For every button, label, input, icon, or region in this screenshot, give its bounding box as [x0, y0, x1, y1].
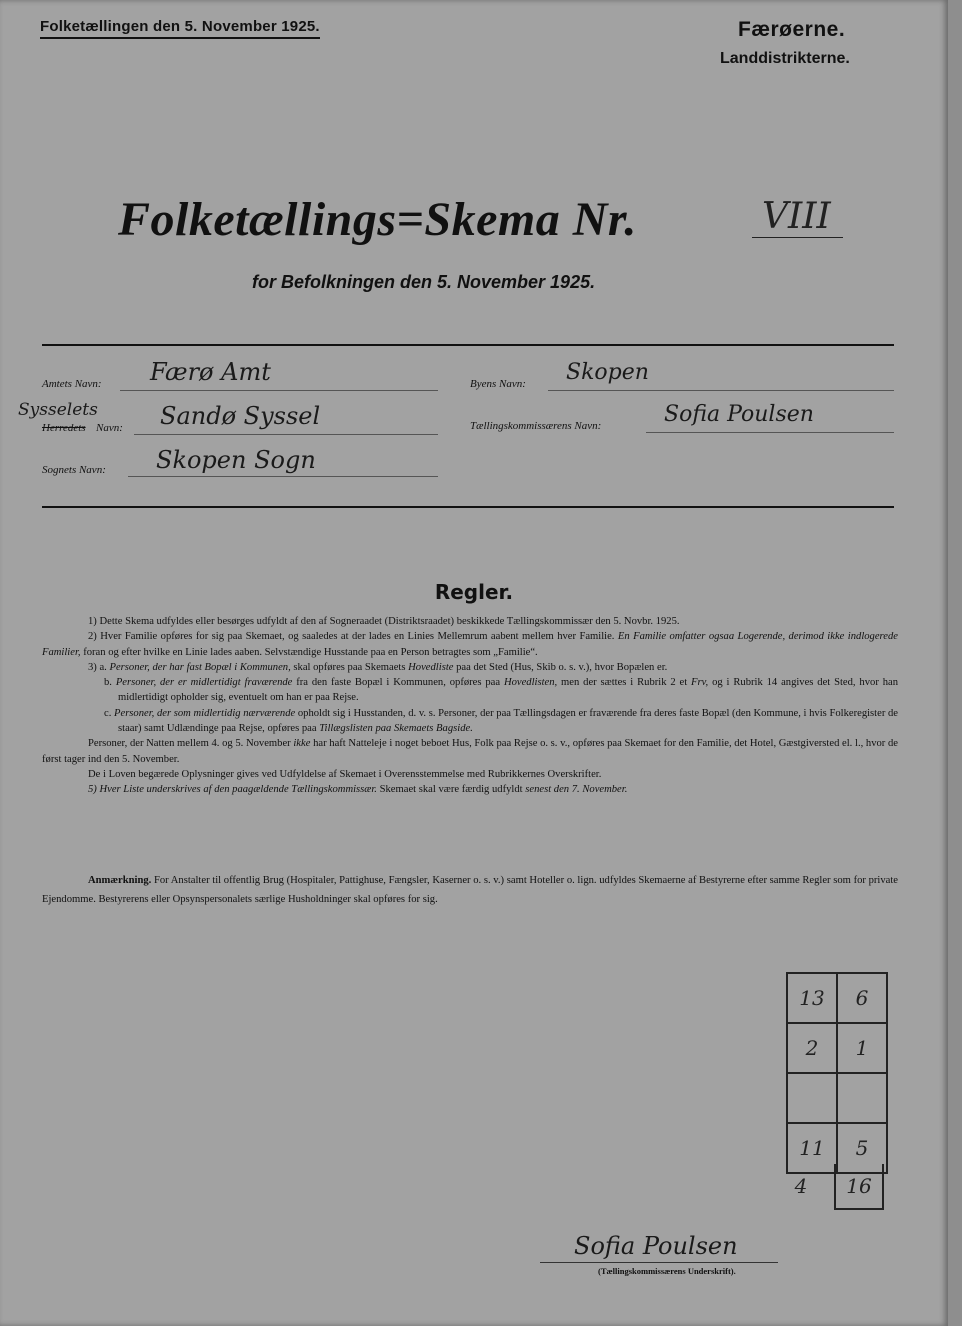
signature-line	[540, 1262, 778, 1263]
rule-4: De i Loven begærede Oplysninger gives ved Udfyldelse af Skemaet i Overensstemmelse med Rubrikkernes Overskrifter.	[88, 768, 602, 780]
tally-cell: 6	[837, 973, 887, 1023]
page-edge	[948, 0, 962, 1326]
tally-cell: 2	[787, 1023, 837, 1073]
tally-cell: 11	[787, 1123, 837, 1173]
rule-1: 1) Dette Skema udfyldes eller besørges udfyldt af den af Sogneraadet (Distriktsraadet) beskikkede Tællingskommissær den 5. Novbr. 1925.	[88, 616, 680, 627]
rule-5: 5) Hver Liste underskrives af den paagældende Tællingskommissær. Skemaet skal være færdig udfyldt senest den 7. November.	[88, 784, 628, 796]
divider-top	[42, 344, 894, 346]
amt-value: Færø Amt	[150, 358, 271, 386]
amt-label: Amtets Navn:	[42, 378, 102, 390]
divider-bottom	[42, 506, 894, 508]
kommissaer-value: Sofia Poulsen	[664, 402, 814, 427]
region-subtitle: Landdistrikterne.	[720, 50, 850, 67]
census-date-header: Folketællingen den 5. November 1925.	[40, 18, 320, 39]
tally-cell	[787, 1073, 837, 1123]
tally-cell: 5	[837, 1123, 887, 1173]
form-subtitle: for Befolkningen den 5. November 1925.	[252, 272, 596, 292]
rules-text	[42, 614, 898, 798]
tally-cell	[837, 1073, 887, 1123]
region-title: Færøerne.	[738, 18, 846, 41]
tally-extra-right: 16	[834, 1164, 884, 1210]
sogn-line	[128, 476, 438, 477]
by-line	[548, 390, 894, 391]
tally-grid	[786, 972, 888, 1174]
herred-label: Navn:	[96, 422, 123, 434]
herred-line	[134, 434, 438, 435]
kommissaer-label: Tællingskommissærens Navn:	[470, 420, 602, 432]
by-value: Skopen	[566, 360, 649, 385]
note-label: Anmærkning.	[88, 875, 152, 886]
by-label: Byens Navn:	[470, 378, 526, 390]
rules-heading: Regler.	[434, 580, 514, 604]
herred-value: Sandø Syssel	[160, 402, 321, 430]
rule-3b: b. Personer, der er midlertidigt fraværende fra den faste Bopæl i Kommunen, opføres paa Hovedlisten, men der sættes i Rubrik 2 et Frv, og i Rubrik 14 angives det Sted, hvor han midlertidigt opholder sig, eventuelt om han er paa Rejse.	[104, 677, 899, 704]
note-paragraph: Anmærkning. For Anstalter til offentlig Brug (Hospitaler, Pattighuse, Fængsler, Kaserner o. s. v.) samt Hoteller o. lign. udfyldes Skemaerne af Bestyrerne efter samme Regler som for private Ejendomme. Bestyrerens eller Opsynspersonalets særlige Husholdninger skal opføres for sig.	[42, 875, 898, 905]
sogn-value: Skopen Sogn	[156, 446, 316, 474]
tally-extra-left: 4	[794, 1174, 808, 1198]
rule-3c: c. Personer, der som midlertidig nærværende opholdt sig i Husstanden, d. v. s. Personer, der paa Tællingsdagen er fraværende fra deres faste Bopæl (den Kommune, i hvis Folkeregister de staar) samt Udlændinge paa Rejse, opføres paa Tillægslisten paa Skemaets Bagside.	[104, 707, 899, 735]
form-title: Folketællings=Skema Nr.	[118, 193, 637, 246]
tally-cell: 1	[837, 1023, 887, 1073]
amt-line	[120, 390, 438, 391]
rule-3a: 3) a. Personer, der har fast Bopæl i Kommunen, skal opføres paa Skemaets Hovedliste paa det Sted (Hus, Skib o. s. v.), hvor Bopælen er.	[88, 661, 668, 673]
herred-struck-label: Herredets	[42, 422, 86, 434]
form-number: VIII	[752, 196, 843, 238]
sogn-label: Sognets Navn:	[42, 464, 106, 476]
kommissaer-line	[646, 432, 894, 433]
signature-caption: (Tællingskommissærens Underskrift).	[598, 1266, 736, 1276]
rule-2: 2) Hver Familie opføres for sig paa Skemaet, og saaledes at der lades en Linies Mellemrum aabent mellem hver Familie. En Familie omfatter ogsaa Logerende, derimod ikke indlogerede Familier, foran og efter hvilke en Linie lades aaben. Selvstændige Husstande paa en Person betragtes som „Familie“.	[42, 631, 898, 658]
rule-3d: Personer, der Natten mellem 4. og 5. November ikke har haft Natteleje i noget beboet Hus, Folk paa Rejse o. s. v., opføres paa Skemaet for den Familie, det Hotel, Gæstgiversted el. l., hvor de først tager ind den 5. November.	[42, 738, 898, 765]
herred-prefix: Sysselets	[18, 400, 98, 420]
signature: Sofia Poulsen	[574, 1232, 738, 1260]
tally-cell: 13	[787, 973, 837, 1023]
